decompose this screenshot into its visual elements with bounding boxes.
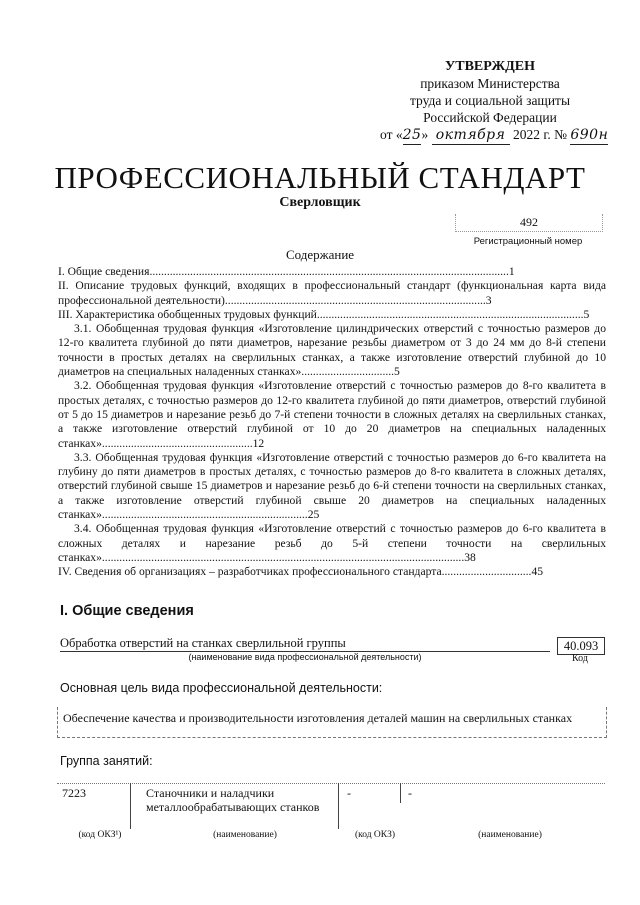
toc-entry[interactable]: 3.4. Обобщенная трудовая функция «Изготовление отверстий с точностью размеров до 6-го квалитета в сложных деталях и нарезание резьб до 5-й степени точности на сверлильных станках».............................................................................................................................38	[58, 522, 606, 564]
date-mid: »	[421, 127, 429, 142]
section-heading: I. Общие сведения	[60, 603, 194, 619]
group-divider	[338, 783, 339, 829]
date-year: 2022 г. №	[512, 127, 567, 142]
group-table	[57, 783, 605, 829]
activity-code: 40.093	[557, 637, 605, 655]
okz-code-2: -	[347, 786, 351, 800]
cap-okz-code-2: (код ОКЗ)	[354, 830, 396, 840]
cap-name-2: (наименование)	[478, 830, 542, 840]
group-divider	[400, 783, 401, 803]
date-month: октября	[432, 127, 510, 145]
goal-label: Основная цель вида профессиональной деятельности:	[60, 681, 383, 695]
goal-text: Обеспечение качества и производительности изготовления деталей машин на сверлильных станках	[63, 711, 573, 725]
date-day: 25	[402, 127, 422, 143]
activity-kind: Обработка отверстий на станках сверлильной группы	[60, 636, 550, 652]
toc-entry[interactable]: 3.1. Обобщенная трудовая функция «Изготовление цилиндрических отверстий с точностью размеров до 12-го квалитета глубиной до пяти диаметров, нарезание резьбы диаметром от 3 до 24 мм до 8-й степени точности в простых деталях на сверлильных станках, а также изготовление отверстий глубиной до 10 диаметров на специальных наладенных станках»................................5	[58, 322, 606, 379]
registration-number: 492	[455, 214, 603, 232]
registration-label: Регистрационный номер	[473, 236, 583, 247]
approval-block	[380, 58, 609, 145]
toc-entry[interactable]: III. Характеристика обобщенных трудовых функций............................................................................................5	[58, 307, 590, 321]
toc-heading: Содержание	[285, 247, 355, 262]
order-number: 690н	[570, 127, 609, 143]
group-divider	[130, 783, 131, 829]
cap-name: (наименование)	[213, 830, 277, 840]
approval-line-3: Российской Федерации	[423, 110, 557, 125]
approval-heading: УТВЕРЖДЕН	[444, 59, 536, 74]
approval-date-line	[380, 126, 609, 145]
approval-line-1: приказом Министерства	[420, 76, 560, 91]
toc-entry[interactable]: 3.3. Обобщенная трудовая функция «Изготовление отверстий с точностью размеров до 6-го квалитета на глубину до пяти диаметров в простых деталях, с точностью размеров до 8-го квалитета в сложных деталях, отверстий глубиной свыше 15 диаметров и нарезание резьб до 6-й степени точности на сверлильных станках, а также изготовление отверстий глубиной свыше 20 диаметров на специальных наладенных станках».......................................................................25	[58, 450, 606, 522]
okz-name-2: -	[408, 786, 412, 800]
activity-kind-caption: (наименование вида профессиональной деятельности)	[188, 652, 422, 662]
date-prefix: от «	[380, 127, 403, 142]
document-subtitle: Сверловщик	[279, 195, 361, 210]
toc-entry[interactable]: 3.2. Обобщенная трудовая функция «Изготовление отверстий с точностью размеров до 8-го квалитета в простых деталях, с точностью размеров до 12-го квалитета глубиной до пяти диаметров, отверстий глубиной от 5 до 15 диаметров и нарезание резьб до 7-й степени точности в сложных деталях на сверлильных станках, а также изготовление отверстий глубиной от 10 до 20 диаметров на специальных наладенных станках»....................................................12	[58, 379, 606, 450]
activity-code-caption: Код	[572, 653, 588, 664]
toc-entry[interactable]: IV. Сведения об организациях – разработчиках профессионального стандарта...............................45	[58, 565, 544, 579]
toc-entry[interactable]: II. Описание трудовых функций, входящих в профессиональный стандарт (функциональная карта вида профессиональной деятельности)..........................................................................................3	[58, 279, 606, 307]
cap-okz-code: (код ОКЗ¹)	[78, 830, 122, 840]
table-of-contents	[58, 265, 606, 580]
okz-code: 7223	[62, 786, 86, 800]
approval-line-2: труда и социальной защиты	[409, 93, 571, 108]
okz-name: Станочники и наладчики металлообрабатывающих станков	[146, 786, 320, 814]
toc-entry[interactable]: I. Общие сведения............................................................................................................................1	[58, 265, 515, 278]
document-title: ПРОФЕССИОНАЛЬНЫЙ СТАНДАРТ	[54, 160, 586, 195]
group-label: Группа занятий:	[60, 754, 153, 768]
